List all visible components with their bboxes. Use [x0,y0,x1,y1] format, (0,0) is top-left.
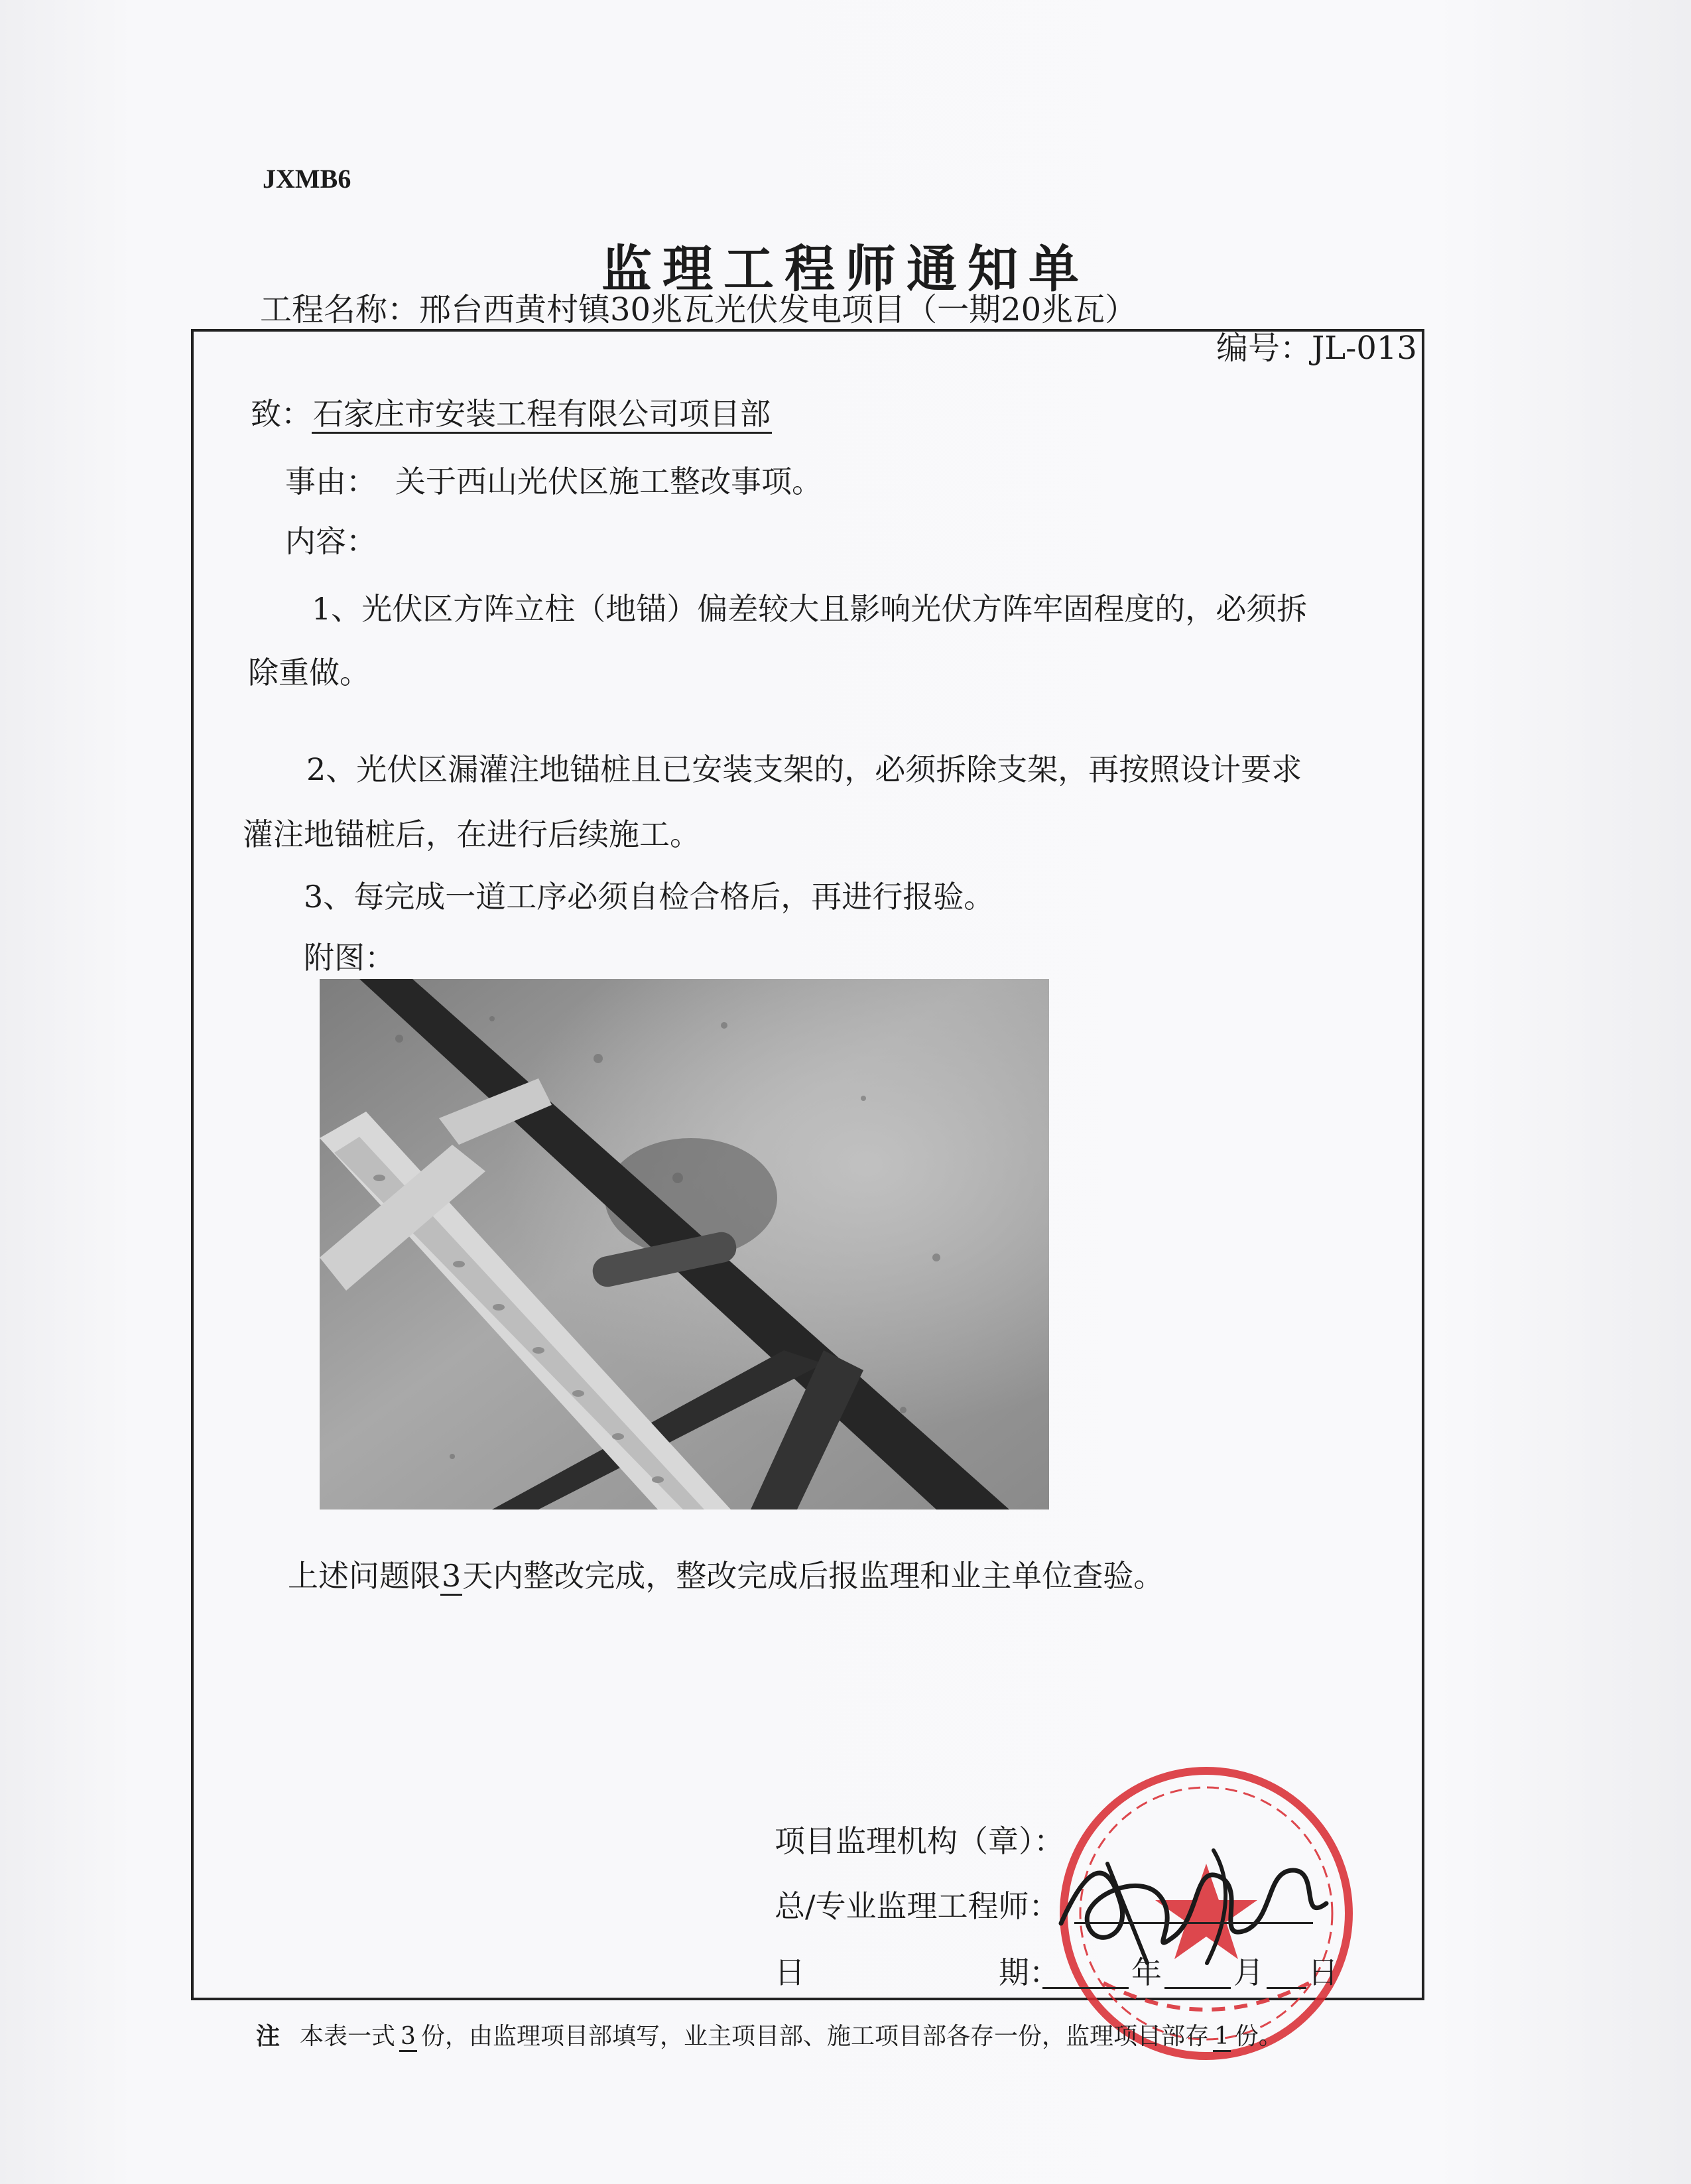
subject-value: 关于西山光伏区施工整改事项。 [395,464,822,499]
footnote-text-b: 份，由监理项目部填写，业主项目部、施工项目部各存一份，监理项目部存 [420,2023,1209,2050]
item-1-line-2: 除重做。 [248,655,370,690]
project-name-line [260,284,1137,330]
deadline-line [288,1552,1164,1596]
subject-line [285,458,822,501]
supervision-org-label: 项目监理机构（章）： [775,1823,1064,1859]
day-suffix: 日 [1308,1955,1338,1990]
year-suffix: 年 [1131,1955,1162,1990]
footnote-text-a: 本表一式 [300,2023,396,2050]
content-label: 内容： [285,523,377,559]
recipient-value: 石家庄市安装工程有限公司项目部 [312,396,772,434]
attached-site-photo [320,979,1049,1510]
document-title: 监理工程师通知单 [601,239,1090,298]
site-photo-image [320,979,1049,1510]
day-blank [1267,1987,1306,1989]
footnote-text-c: 份。 [1234,2023,1283,2050]
attachment-label: 附图： [304,940,395,976]
date-label-right: 期： [999,1955,1060,1990]
footnote-label: 注 [256,2022,281,2050]
item-3-line: 3、每完成一道工序必须自检合格后，再进行报验。 [304,879,995,915]
recipient-line [251,390,772,434]
item-2-line-1: 2、光伏区漏灌注地锚桩且已安装支架的，必须拆除支架，再按照设计要求 [306,751,1302,787]
project-name-label: 工程名称： [260,291,420,328]
project-name-value: 邢台西黄村镇30兆瓦光伏发电项目（一期20兆瓦） [419,291,1137,328]
recipient-label: 致： [251,396,312,432]
footnote-copies-total: 3 [399,2023,417,2052]
month-blank [1164,1987,1231,1989]
item-1-line-1: 1、光伏区方阵立柱（地锚）偏差较大且影响光伏方阵牢固程度的，必须拆 [312,591,1308,627]
deadline-days: 3 [440,1558,462,1596]
handwritten-signature [1048,1824,1340,1976]
form-code: JXMB6 [263,164,351,194]
footnote-copies-keep: 1 [1213,2023,1231,2052]
month-suffix: 月 [1233,1955,1264,1990]
date-label-left: 日 [775,1955,805,1990]
year-blank [1042,1987,1129,1989]
serial-number-value: JL-013 [1312,330,1417,367]
engineer-label: 总/专业监理工程师： [775,1888,1060,1924]
deadline-suffix: 天内整改完成，整改完成后报监理和业主单位查验。 [462,1558,1164,1594]
subject-label: 事由： [285,464,377,499]
engineer-signature-line [1074,1922,1313,1924]
deadline-prefix: 上述问题限 [288,1558,440,1594]
serial-number-label: 编号： [1216,330,1312,367]
footnote [256,2018,1283,2051]
item-2-line-2: 灌注地锚桩后，在进行后续施工。 [243,816,700,852]
